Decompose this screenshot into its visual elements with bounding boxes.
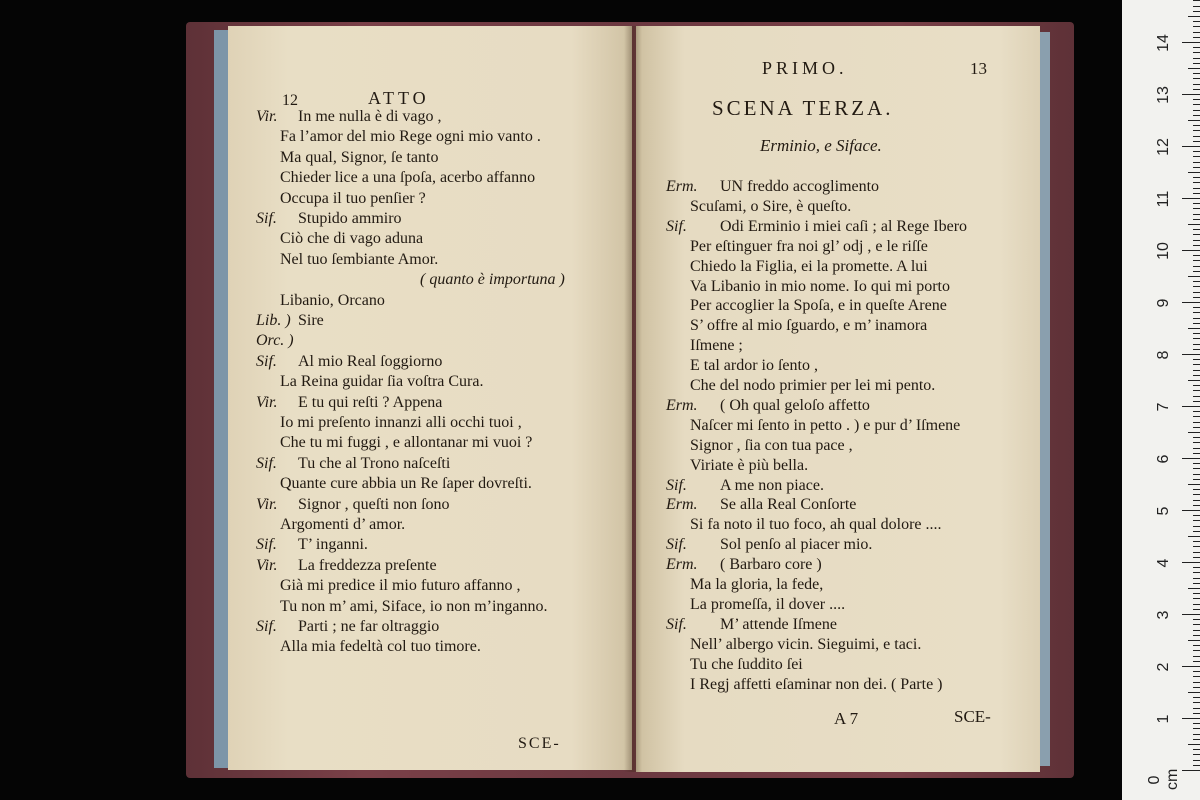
ruler-tick [1193, 557, 1200, 558]
ruler-tick [1182, 198, 1200, 199]
ruler-tick [1193, 489, 1200, 490]
speaker-label: Sif. [256, 210, 277, 227]
verse-line: Sire [298, 312, 324, 329]
verse-line: I Regj affetti eſaminar non dei. ( Parte ) [690, 675, 943, 693]
ruler-tick [1182, 406, 1200, 407]
ruler-tick [1193, 578, 1200, 579]
speaker-label: Erm. [666, 496, 698, 514]
verse-line: A me non piace. [720, 476, 824, 494]
ruler-tick [1193, 682, 1200, 683]
ruler-tick [1188, 172, 1200, 173]
ruler-tick [1193, 713, 1200, 714]
ruler-tick [1193, 567, 1200, 568]
ruler-tick [1193, 448, 1200, 449]
ruler-tick [1193, 255, 1200, 256]
ruler-tick [1193, 0, 1200, 1]
scene-characters: Erminio, e Siface. [760, 136, 882, 155]
speaker-label: Sif. [666, 217, 687, 235]
ruler-tick [1182, 666, 1200, 667]
ruler-tick [1193, 765, 1200, 766]
verse-line: M’ attende Iſmene [720, 615, 837, 633]
verse-line: Viriate è più bella. [690, 456, 809, 474]
verse-line: Sol penſo al piacer mio. [720, 536, 873, 554]
ruler-tick [1193, 307, 1200, 308]
verse-line: Signor , ſia con tua pace , [690, 436, 853, 454]
ruler-tick [1188, 380, 1200, 381]
ruler-tick [1193, 167, 1200, 168]
right-catchword: SCE- [954, 707, 991, 726]
ruler-tick [1193, 749, 1200, 750]
verse-line: Stupido ammiro [298, 210, 402, 227]
verse-line: La Reina guidar ſia voſtra Cura. [280, 373, 484, 391]
ruler-tick [1193, 494, 1200, 495]
ruler-number: 5 [1155, 506, 1172, 516]
ruler-tick [1193, 427, 1200, 428]
speaker-label: Orc. ) [256, 332, 294, 350]
ruler-tick [1182, 614, 1200, 615]
ruler-tick [1193, 474, 1200, 475]
ruler-tick [1188, 692, 1200, 693]
ruler-tick [1193, 26, 1200, 27]
ruler-tick [1193, 21, 1200, 22]
ruler-tick [1193, 151, 1200, 152]
ruler-tick [1193, 312, 1200, 313]
ruler-tick [1193, 609, 1200, 610]
signature-mark: A 7 [834, 709, 859, 728]
ruler-tick [1193, 115, 1200, 116]
ruler-number: 4 [1155, 558, 1172, 568]
ruler-number: 7 [1155, 402, 1172, 412]
ruler-tick [1188, 120, 1200, 121]
ruler-tick [1193, 500, 1200, 501]
verse-line: Se alla Real Conſorte [720, 496, 857, 514]
book-gutter [624, 26, 642, 772]
ruler-tick [1188, 588, 1200, 589]
ruler-tick [1193, 318, 1200, 319]
ruler-tick [1193, 411, 1200, 412]
verse-line: E tal ardor io ſento , [690, 357, 818, 375]
speaker-label: Sif. [256, 618, 277, 635]
ruler-tick [1193, 520, 1200, 521]
ruler-tick [1193, 130, 1200, 131]
verse-line: Tu non m’ ami, Siface, io non m’inganno. [280, 597, 548, 615]
ruler-tick [1193, 541, 1200, 542]
verse-line: Signor , queſti non ſono [298, 495, 450, 513]
ruler-tick [1193, 89, 1200, 90]
verse-line: Che tu mi fuggi , e allontanar mi vuoi ? [280, 434, 533, 452]
ruler-tick [1193, 416, 1200, 417]
ruler-tick [1193, 104, 1200, 105]
ruler-tick [1193, 333, 1200, 334]
ruler-tick [1188, 328, 1200, 329]
ruler-tick [1193, 260, 1200, 261]
ruler-tick [1193, 203, 1200, 204]
ruler-tick [1193, 760, 1200, 761]
ruler-number: 14 [1155, 34, 1172, 52]
ruler-tick [1193, 593, 1200, 594]
verse-line: Iſmene ; [690, 337, 743, 355]
ruler-tick [1193, 47, 1200, 48]
ruler-tick [1193, 344, 1200, 345]
ruler-tick [1193, 162, 1200, 163]
ruler-tick [1193, 32, 1200, 33]
verse-line: La freddezza preſente [298, 556, 437, 574]
ruler-tick [1193, 37, 1200, 38]
ruler-number: 10 [1155, 242, 1172, 260]
ruler-tick [1193, 229, 1200, 230]
ruler-tick [1193, 619, 1200, 620]
speaker-label: Sif. [256, 352, 277, 370]
scene-heading: SCENA TERZA. [712, 96, 894, 120]
ruler-tick [1193, 141, 1200, 142]
ruler-tick [1193, 359, 1200, 360]
ruler-tick [1193, 193, 1200, 194]
verse-line: Parti ; ne far oltraggio [298, 618, 440, 635]
ruler-tick [1193, 323, 1200, 324]
ruler-tick [1193, 754, 1200, 755]
ruler-tick [1193, 240, 1200, 241]
ruler-tick [1193, 63, 1200, 64]
verse-line: Nel tuo ſembiante Amor. [280, 250, 439, 268]
ruler-tick [1193, 281, 1200, 282]
verse-line: UN freddo accoglimento [720, 178, 880, 195]
speaker-label: Vir. [256, 495, 278, 513]
ruler-tick [1188, 640, 1200, 641]
verse-line: Per accoglier la Spoſa, e in queſte Arene [690, 297, 947, 315]
ruler-tick [1193, 208, 1200, 209]
ruler-tick [1193, 52, 1200, 53]
ruler-tick [1182, 718, 1200, 719]
ruler-tick [1193, 188, 1200, 189]
ruler-tick [1193, 136, 1200, 137]
ruler-number: 1 [1155, 714, 1172, 724]
ruler-number: 0 cm [1146, 768, 1181, 790]
ruler-tick [1193, 125, 1200, 126]
ruler-tick [1193, 78, 1200, 79]
ruler-tick [1193, 401, 1200, 402]
ruler-tick [1193, 526, 1200, 527]
verse-line: ( Barbaro core ) [720, 556, 822, 574]
ruler-tick [1193, 505, 1200, 506]
speaker-label: Vir. [256, 556, 278, 574]
ruler-tick [1193, 687, 1200, 688]
verse-line: ( Oh qual geloſo affetto [720, 396, 870, 414]
ruler-tick [1193, 234, 1200, 235]
verse-line: Naſcer mi ſento in petto . ) e pur d’ Iſmene [690, 416, 961, 434]
ruler-tick [1188, 68, 1200, 69]
ruler-tick [1182, 510, 1200, 511]
ruler-tick [1193, 110, 1200, 111]
speaker-label: Vir. [256, 393, 278, 411]
ruler-tick [1193, 442, 1200, 443]
ruler-tick [1193, 58, 1200, 59]
verse-line: Tu che ſuddito ſei [690, 655, 803, 673]
speaker-label: Sif. [256, 454, 277, 472]
ruler-tick [1193, 708, 1200, 709]
left-page-number: 12 [282, 92, 298, 109]
ruler-tick [1182, 42, 1200, 43]
speaker-label: Sif. [666, 536, 687, 554]
verse-line: Va Libanio in mio nome. Io qui mi porto [690, 277, 950, 295]
ruler-tick [1193, 6, 1200, 7]
ruler-tick [1193, 676, 1200, 677]
ruler-tick [1193, 598, 1200, 599]
ruler-tick [1193, 364, 1200, 365]
ruler-tick [1193, 338, 1200, 339]
verse-line: Chieder lice a una ſpoſa, acerbo affanno [280, 169, 536, 187]
verse-line: Che del nodo primier per lei mi pento. [690, 377, 936, 394]
verse-line: Fa l’amor del mio Rege ogni mio vanto . [280, 128, 541, 146]
verse-line: Occupa il tuo penſier ? [280, 189, 426, 207]
verse-line: In me nulla è di vago , [298, 108, 442, 125]
verse-line: Quante cure abbia un Re ſaper dovreſti. [280, 475, 532, 493]
ruler-tick [1193, 271, 1200, 272]
ruler-tick [1193, 266, 1200, 267]
ruler-tick [1182, 562, 1200, 563]
ruler-tick [1182, 458, 1200, 459]
ruler-tick [1193, 583, 1200, 584]
ruler-tick [1188, 224, 1200, 225]
ruler-tick [1182, 302, 1200, 303]
ruler-tick [1182, 94, 1200, 95]
speaker-label: Sif. [666, 476, 687, 494]
verse-line: Per eſtinguer fra noi gl’ odj , e le riſſe [690, 237, 928, 255]
ruler-tick [1193, 286, 1200, 287]
ruler-tick [1193, 697, 1200, 698]
ruler-tick [1193, 702, 1200, 703]
ruler-number: 12 [1155, 138, 1172, 156]
speaker-label: Lib. ) [256, 312, 291, 329]
ruler-tick [1193, 73, 1200, 74]
ruler-tick [1182, 770, 1200, 771]
left-running-title: ATTO [368, 88, 430, 108]
ruler-tick [1188, 16, 1200, 17]
verse-line: Odi Erminio i miei caſi ; al Rege Ibero [720, 217, 968, 235]
verse-line: Ma la gloria, la fede, [690, 576, 824, 593]
ruler-number: 13 [1155, 86, 1172, 104]
ruler-tick [1193, 723, 1200, 724]
ruler-tick [1193, 650, 1200, 651]
ruler-tick [1193, 297, 1200, 298]
verse-line: Ciò che di vago aduna [280, 230, 424, 248]
ruler-tick [1193, 728, 1200, 729]
verse-line: Si fa noto il tuo foco, ah qual dolore .... [690, 516, 942, 534]
ruler-tick [1193, 671, 1200, 672]
ruler-tick [1193, 656, 1200, 657]
ruler-tick [1193, 624, 1200, 625]
ruler-tick [1193, 396, 1200, 397]
verse-line: T’ inganni. [298, 536, 368, 554]
ruler-tick [1193, 370, 1200, 371]
right-page-number: 13 [970, 59, 987, 78]
speaker-label: Erm. [666, 556, 698, 574]
ruler-tick [1193, 515, 1200, 516]
ruler-tick [1193, 546, 1200, 547]
verse-line: Argomenti d’ amor. [280, 516, 406, 533]
ruler-tick [1193, 645, 1200, 646]
ruler-tick [1193, 84, 1200, 85]
ruler-tick [1182, 354, 1200, 355]
speaker-label: Sif. [256, 536, 277, 554]
ruler-tick [1193, 292, 1200, 293]
ruler-number: 8 [1155, 350, 1172, 360]
ruler-tick [1182, 250, 1200, 251]
verse-line: Io mi preſento innanzi alli occhi tuoi , [280, 414, 522, 431]
ruler-number: 9 [1155, 298, 1172, 308]
speaker-label: Sif. [666, 615, 687, 633]
ruler-tick [1193, 661, 1200, 662]
ruler-tick [1193, 11, 1200, 12]
ruler-tick [1188, 536, 1200, 537]
speaker-label: Erm. [666, 396, 698, 414]
ruler-tick [1188, 432, 1200, 433]
ruler-tick [1193, 219, 1200, 220]
ruler-number: 2 [1155, 662, 1172, 672]
ruler-tick [1193, 214, 1200, 215]
ruler-tick [1193, 385, 1200, 386]
speaker-label: Vir. [256, 108, 278, 125]
ruler-tick [1193, 635, 1200, 636]
verse-line: Ma qual, Signor, ſe tanto [280, 148, 439, 166]
ruler-tick [1193, 531, 1200, 532]
ruler-tick [1193, 245, 1200, 246]
ruler-tick [1193, 349, 1200, 350]
ruler-tick [1193, 156, 1200, 157]
ruler-number: 3 [1155, 610, 1172, 620]
verse-line: Chiedo la Figlia, ei la promette. A lui [690, 257, 928, 275]
verse-line: Nell’ albergo vicin. Sieguimi, e taci. [690, 635, 922, 653]
ruler-tick [1193, 479, 1200, 480]
right-running-title: PRIMO. [762, 58, 848, 78]
ruler-tick [1193, 552, 1200, 553]
ruler-tick [1193, 99, 1200, 100]
verse-line: Già mi predice il mio futuro affanno , [280, 577, 521, 595]
verse-line: Scuſami, o Sire, è queſto. [690, 197, 852, 215]
verse-line: S’ offre al mio ſguardo, e m’ inamora [690, 317, 928, 335]
ruler-tick [1193, 437, 1200, 438]
ruler-tick [1193, 630, 1200, 631]
ruler-number: 6 [1155, 454, 1172, 464]
ruler-tick [1193, 739, 1200, 740]
ruler-tick [1193, 463, 1200, 464]
verse-line: Al mio Real ſoggiorno [298, 352, 443, 370]
verse-line: ( quanto è importuna ) [420, 271, 565, 289]
left-catchword: SCE- [518, 735, 561, 752]
ruler-tick [1188, 484, 1200, 485]
verse-line: E tu qui reſti ? Appena [298, 393, 443, 411]
verse-line: Tu che al Trono naſceſti [298, 454, 451, 472]
ruler-tick [1193, 572, 1200, 573]
ruler-tick [1193, 453, 1200, 454]
verse-line: Alla mia fedeltà col tuo timore. [280, 638, 481, 656]
verse-line: La promeſſa, il dover .... [690, 595, 846, 613]
ruler-tick [1193, 734, 1200, 735]
ruler-tick [1193, 182, 1200, 183]
speaker-label: Erm. [666, 178, 698, 195]
ruler-tick [1193, 375, 1200, 376]
ruler-tick [1188, 744, 1200, 745]
ruler-tick [1193, 422, 1200, 423]
ruler-number: 11 [1155, 190, 1172, 208]
ruler-tick [1193, 390, 1200, 391]
verse-line: Libanio, Orcano [280, 291, 385, 309]
ruler-tick [1193, 468, 1200, 469]
ruler-tick [1193, 177, 1200, 178]
ruler-tick [1193, 604, 1200, 605]
ruler-tick [1188, 276, 1200, 277]
ruler-tick [1182, 146, 1200, 147]
